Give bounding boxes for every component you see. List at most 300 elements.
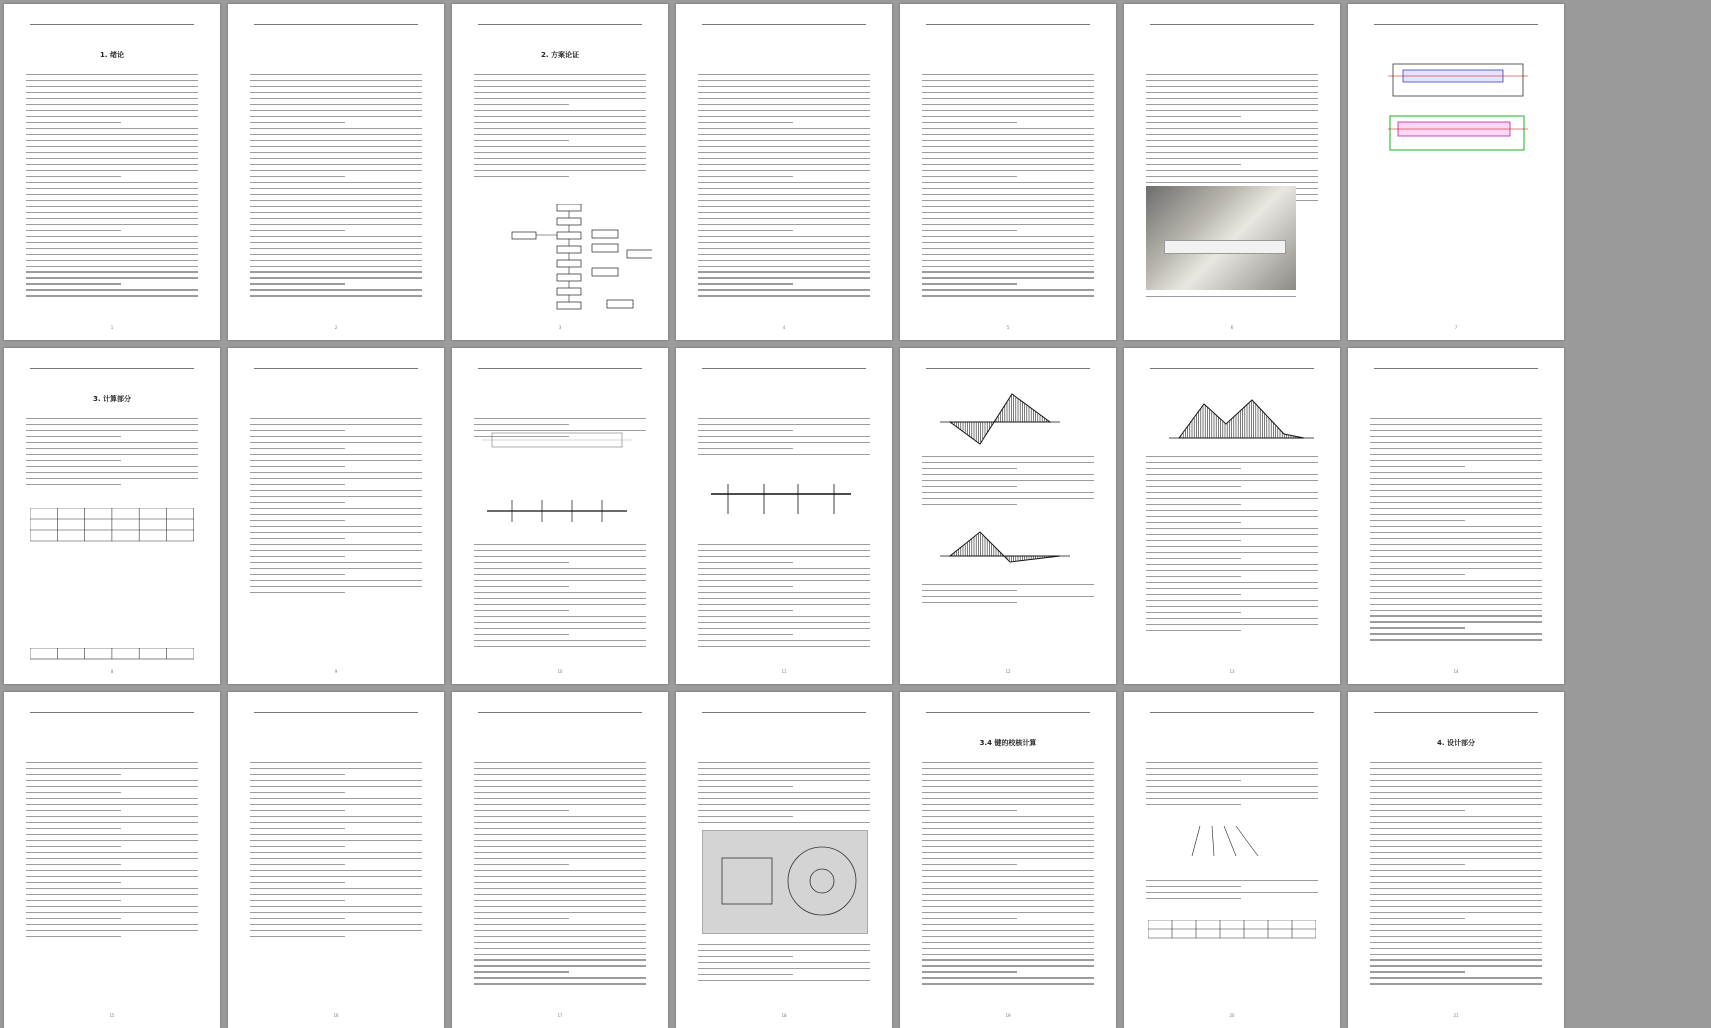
text-line xyxy=(698,134,871,135)
text-line xyxy=(250,176,345,177)
document-page[interactable] xyxy=(4,4,220,340)
document-page[interactable] xyxy=(676,4,892,340)
text-line xyxy=(474,110,647,111)
text-block xyxy=(922,456,1094,510)
text-line xyxy=(1370,942,1543,943)
text-line xyxy=(26,230,121,231)
text-line xyxy=(698,194,871,195)
text-line xyxy=(26,864,121,865)
page-number: 1 xyxy=(110,325,114,330)
text-line xyxy=(474,983,647,984)
text-line xyxy=(1146,164,1241,165)
text-line xyxy=(1146,140,1319,141)
text-line xyxy=(1146,792,1319,793)
text-line xyxy=(474,888,647,889)
text-line xyxy=(698,798,871,799)
text-line xyxy=(26,442,199,443)
text-line xyxy=(250,514,423,515)
text-line xyxy=(250,900,345,901)
text-line xyxy=(1146,182,1319,183)
text-line xyxy=(698,448,793,449)
text-line xyxy=(474,568,646,569)
text-line xyxy=(698,176,793,177)
text-line xyxy=(1370,574,1465,575)
text-line xyxy=(1370,448,1543,449)
text-line xyxy=(26,804,199,805)
text-line xyxy=(250,122,345,123)
page-body xyxy=(698,74,871,314)
text-line xyxy=(26,418,199,419)
text-line xyxy=(922,822,1095,823)
text-line xyxy=(698,128,871,129)
text-line xyxy=(1146,552,1318,553)
text-line xyxy=(1370,876,1543,877)
text-line xyxy=(1370,556,1543,557)
page-header xyxy=(926,706,1090,713)
text-line xyxy=(1146,176,1319,177)
text-line xyxy=(922,900,1095,901)
text-line xyxy=(26,260,199,261)
text-line xyxy=(698,122,793,123)
text-line xyxy=(922,236,1095,237)
text-line xyxy=(474,971,569,972)
text-line xyxy=(698,212,871,213)
text-line xyxy=(698,80,871,81)
text-line xyxy=(1146,570,1318,571)
text-line xyxy=(250,266,423,267)
text-line xyxy=(698,544,870,545)
text-line xyxy=(1370,804,1543,805)
text-line xyxy=(698,430,793,431)
text-line xyxy=(474,912,647,913)
text-line xyxy=(922,942,1095,943)
text-line xyxy=(474,80,647,81)
text-line xyxy=(922,810,1017,811)
text-line xyxy=(250,786,423,787)
document-page[interactable] xyxy=(1124,692,1340,1028)
page-body xyxy=(1370,762,1543,1002)
coupling-section xyxy=(722,858,772,904)
text-line xyxy=(250,876,423,877)
text-line xyxy=(1146,462,1318,463)
text-line xyxy=(1370,526,1543,527)
text-line xyxy=(250,140,423,141)
text-line xyxy=(26,206,199,207)
text-line xyxy=(250,508,423,509)
text-line xyxy=(1370,430,1543,431)
page-number: 13 xyxy=(1229,669,1235,674)
text-line xyxy=(698,230,793,231)
text-line xyxy=(250,254,423,255)
text-line xyxy=(1146,516,1318,517)
text-line xyxy=(474,780,647,781)
text-line xyxy=(1370,900,1543,901)
text-line xyxy=(698,604,870,605)
page-header xyxy=(1150,362,1314,369)
text-line xyxy=(922,834,1095,835)
text-line xyxy=(26,164,199,165)
text-line xyxy=(1370,436,1543,437)
text-line xyxy=(474,876,647,877)
page-header xyxy=(926,18,1090,25)
text-line xyxy=(250,592,345,593)
text-line xyxy=(474,92,647,93)
text-line xyxy=(1146,898,1241,899)
text-line xyxy=(26,158,199,159)
text-line xyxy=(922,212,1095,213)
text-line xyxy=(26,242,199,243)
text-line xyxy=(1146,612,1241,613)
text-line xyxy=(250,212,423,213)
text-line xyxy=(474,140,569,141)
text-line xyxy=(474,954,647,955)
text-line xyxy=(26,810,121,811)
text-line xyxy=(922,977,1095,978)
text-line xyxy=(250,780,423,781)
text-line xyxy=(26,128,199,129)
document-page[interactable] xyxy=(1348,348,1564,684)
page-number: 11 xyxy=(781,669,787,674)
text-line xyxy=(922,780,1095,781)
text-line xyxy=(250,146,423,147)
text-line xyxy=(250,484,345,485)
text-line xyxy=(922,816,1095,817)
designation-leader xyxy=(1224,826,1236,856)
text-line xyxy=(250,478,423,479)
text-line xyxy=(698,980,870,981)
text-line xyxy=(474,852,647,853)
text-line xyxy=(26,122,121,123)
text-line xyxy=(250,295,423,296)
text-line xyxy=(698,442,871,443)
text-line xyxy=(922,936,1095,937)
text-line xyxy=(1146,80,1319,81)
text-line xyxy=(250,816,423,817)
document-page[interactable] xyxy=(676,692,892,1028)
flow-box xyxy=(592,268,618,276)
process-flowchart xyxy=(502,204,652,314)
document-page[interactable] xyxy=(1124,348,1340,684)
text-line xyxy=(26,266,199,267)
text-line xyxy=(1146,152,1319,153)
text-line xyxy=(1370,894,1543,895)
text-line xyxy=(1370,786,1543,787)
text-line xyxy=(1370,930,1543,931)
text-line xyxy=(698,640,870,641)
text-line xyxy=(1146,564,1318,565)
text-line xyxy=(250,858,423,859)
text-line xyxy=(1370,936,1543,937)
page-header xyxy=(926,362,1090,369)
text-line xyxy=(26,152,199,153)
text-line xyxy=(250,466,345,467)
text-line xyxy=(26,478,199,479)
page-number: 19 xyxy=(1005,1013,1011,1018)
text-line xyxy=(698,271,871,272)
text-line xyxy=(250,271,423,272)
text-line xyxy=(1146,110,1319,111)
text-line xyxy=(250,80,423,81)
document-page[interactable] xyxy=(452,4,668,340)
text-line xyxy=(1146,762,1319,763)
page-header xyxy=(1150,706,1314,713)
text-line xyxy=(474,116,647,117)
text-line xyxy=(1146,158,1319,159)
text-line xyxy=(474,798,647,799)
text-line xyxy=(474,882,647,883)
text-line xyxy=(1370,774,1543,775)
text-line xyxy=(698,562,793,563)
text-line xyxy=(250,550,423,551)
text-line xyxy=(250,936,345,937)
text-line xyxy=(1146,606,1318,607)
text-line xyxy=(698,424,871,425)
text-line xyxy=(250,556,345,557)
page-header xyxy=(1150,18,1314,25)
text-line xyxy=(474,640,646,641)
page-number: 10 xyxy=(557,669,563,674)
text-line xyxy=(698,92,871,93)
text-line xyxy=(250,828,345,829)
text-line xyxy=(474,786,647,787)
text-line xyxy=(698,780,871,781)
text-line xyxy=(1370,454,1543,455)
text-line xyxy=(474,864,569,865)
document-page[interactable] xyxy=(900,4,1116,340)
text-line xyxy=(922,930,1095,931)
flow-box xyxy=(557,246,581,253)
text-line xyxy=(474,924,647,925)
text-line xyxy=(1370,810,1465,811)
text-line xyxy=(922,882,1095,883)
text-line xyxy=(250,864,345,865)
text-line xyxy=(250,888,423,889)
text-line xyxy=(922,596,1094,597)
text-line xyxy=(922,924,1095,925)
text-line xyxy=(26,271,199,272)
page-body xyxy=(474,762,647,1002)
text-line xyxy=(250,230,345,231)
page-number: 12 xyxy=(1005,669,1011,674)
text-line xyxy=(698,962,870,963)
text-line xyxy=(922,140,1095,141)
text-line xyxy=(250,194,423,195)
text-line xyxy=(922,206,1095,207)
text-line xyxy=(474,598,646,599)
text-line xyxy=(26,116,199,117)
text-line xyxy=(922,762,1095,763)
page-number: 18 xyxy=(781,1013,787,1018)
photo-caption xyxy=(1146,296,1296,297)
text-line xyxy=(474,774,647,775)
text-line xyxy=(26,224,199,225)
document-page[interactable] xyxy=(4,348,220,684)
text-line xyxy=(250,442,423,443)
text-line xyxy=(1146,880,1318,881)
text-line xyxy=(250,430,345,431)
text-line xyxy=(474,804,647,805)
text-line xyxy=(26,170,199,171)
text-line xyxy=(922,912,1095,913)
text-line xyxy=(1146,600,1318,601)
text-line xyxy=(922,918,1017,919)
text-line xyxy=(1370,502,1543,503)
text-line xyxy=(922,792,1095,793)
text-line xyxy=(26,930,199,931)
page-body xyxy=(1370,418,1543,658)
text-line xyxy=(474,810,569,811)
document-page[interactable] xyxy=(1348,692,1564,1028)
text-line xyxy=(26,436,121,437)
text-line xyxy=(26,218,199,219)
text-line xyxy=(26,98,199,99)
text-line xyxy=(922,768,1095,769)
text-line xyxy=(26,900,121,901)
text-line xyxy=(922,289,1095,290)
document-page[interactable] xyxy=(900,348,1116,684)
text-line xyxy=(26,236,199,237)
text-line xyxy=(698,236,871,237)
text-line xyxy=(698,786,793,787)
text-line xyxy=(1370,852,1543,853)
text-line xyxy=(698,950,870,951)
page-body xyxy=(26,762,199,1002)
text-line xyxy=(474,894,647,895)
text-line xyxy=(698,283,793,284)
page-number: 2 xyxy=(334,325,338,330)
load-diagram xyxy=(706,480,856,520)
text-line xyxy=(1146,456,1318,457)
text-line xyxy=(26,140,199,141)
text-line xyxy=(250,768,423,769)
text-line xyxy=(1370,604,1543,605)
text-line xyxy=(1146,480,1318,481)
text-line xyxy=(922,92,1095,93)
page-header xyxy=(254,18,418,25)
text-line xyxy=(250,822,423,823)
page-body xyxy=(250,74,423,314)
text-line xyxy=(922,456,1094,457)
text-line xyxy=(250,134,423,135)
text-line xyxy=(26,176,121,177)
text-line xyxy=(26,912,199,913)
text-line xyxy=(1370,580,1543,581)
flow-box xyxy=(592,244,618,252)
document-page[interactable] xyxy=(900,692,1116,1028)
text-line xyxy=(1146,104,1319,105)
text-line xyxy=(698,206,871,207)
text-line xyxy=(1370,822,1543,823)
text-line xyxy=(1370,762,1543,763)
text-line xyxy=(250,200,423,201)
text-line xyxy=(474,176,569,177)
text-line xyxy=(1370,918,1465,919)
text-line xyxy=(698,454,871,455)
text-line xyxy=(1146,510,1318,511)
document-page[interactable] xyxy=(676,348,892,684)
text-line xyxy=(474,574,646,575)
text-line xyxy=(250,206,423,207)
document-page[interactable] xyxy=(228,348,444,684)
text-line xyxy=(698,592,870,593)
text-line xyxy=(474,550,646,551)
text-line xyxy=(1146,588,1318,589)
document-page[interactable] xyxy=(228,4,444,340)
text-line xyxy=(474,128,647,129)
text-line xyxy=(250,86,423,87)
text-line xyxy=(922,218,1095,219)
text-line xyxy=(474,965,647,966)
text-line xyxy=(26,295,199,296)
text-line xyxy=(474,86,647,87)
text-line xyxy=(250,918,345,919)
document-page[interactable] xyxy=(228,692,444,1028)
page-header xyxy=(254,706,418,713)
text-line xyxy=(922,965,1095,966)
text-line xyxy=(1370,621,1543,622)
page-number: 9 xyxy=(334,669,338,674)
text-line xyxy=(698,254,871,255)
document-page[interactable] xyxy=(1124,4,1340,340)
text-line xyxy=(474,646,646,647)
text-line xyxy=(250,218,423,219)
text-line xyxy=(1370,983,1543,984)
page-title: 3.4 键的校核计算 xyxy=(979,739,1037,747)
text-line xyxy=(26,858,199,859)
text-line xyxy=(250,418,423,419)
text-line xyxy=(250,496,423,497)
text-line xyxy=(698,74,871,75)
text-line xyxy=(1146,630,1241,631)
text-line xyxy=(1370,798,1543,799)
text-line xyxy=(922,474,1094,475)
text-line xyxy=(250,116,423,117)
text-line xyxy=(1370,816,1543,817)
page-number: 5 xyxy=(1006,325,1010,330)
document-page[interactable] xyxy=(1348,4,1564,340)
text-line xyxy=(922,798,1095,799)
text-line xyxy=(250,260,423,261)
text-line xyxy=(1370,834,1543,835)
text-line xyxy=(1370,586,1543,587)
text-line xyxy=(1146,534,1318,535)
text-line xyxy=(250,460,423,461)
text-line xyxy=(26,828,121,829)
text-line xyxy=(1146,768,1319,769)
document-page[interactable] xyxy=(4,692,220,1028)
text-line xyxy=(474,74,647,75)
text-line xyxy=(1370,906,1543,907)
text-line xyxy=(26,822,199,823)
text-line xyxy=(922,948,1095,949)
text-line xyxy=(250,448,345,449)
page-body xyxy=(250,762,423,1002)
text-line xyxy=(250,924,423,925)
text-line xyxy=(1370,598,1543,599)
text-line xyxy=(698,598,870,599)
text-line xyxy=(1370,977,1543,978)
text-line xyxy=(698,956,793,957)
text-line xyxy=(922,468,1017,469)
document-page[interactable] xyxy=(452,348,668,684)
document-page[interactable] xyxy=(452,692,668,1028)
text-line xyxy=(1370,888,1543,889)
text-line xyxy=(1146,546,1318,547)
text-line xyxy=(1146,798,1319,799)
text-line xyxy=(474,900,647,901)
text-line xyxy=(1370,627,1465,628)
text-line xyxy=(1370,924,1543,925)
